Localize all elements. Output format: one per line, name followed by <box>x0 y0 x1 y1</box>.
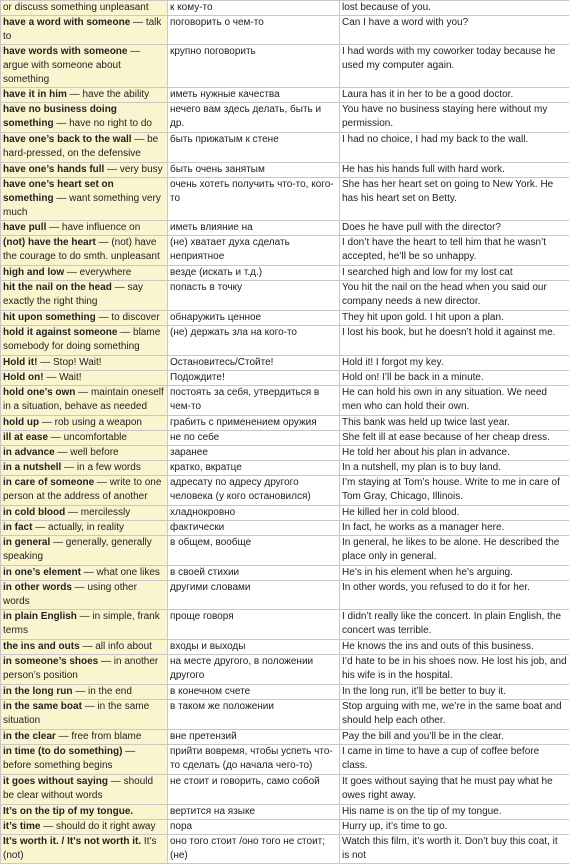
idiom-phrase: hit the nail on the head <box>3 282 112 293</box>
russian-translation: крупно поговорить <box>168 45 340 88</box>
russian-translation: в общем, вообще <box>168 536 340 566</box>
idiom-cell <box>1 221 168 236</box>
idiom-phrase: have one’s hands full <box>3 164 104 175</box>
idiom-definition: — talk to <box>3 17 161 42</box>
russian-translation: не стоит и говорить, само собой <box>168 775 340 805</box>
example-sentence: She has her heart set on going to New York. He has his heart set on Betty. <box>340 178 569 221</box>
table-row <box>1 88 569 103</box>
idiom-phrase: have one’s back to the wall <box>3 134 132 145</box>
idiom-phrase: It’s on the tip of my tongue. <box>3 806 133 817</box>
idiom-cell <box>1 775 168 805</box>
example-sentence: I had words with my coworker today because he used my computer again. <box>340 45 569 88</box>
idiom-phrase: in advance <box>3 447 55 458</box>
idiom-definition: — in another person’s position <box>3 656 158 681</box>
russian-translation: оно того стоит /оно того не стоит; (не) <box>168 835 340 864</box>
example-sentence: He’s in his element when he’s arguing. <box>340 566 569 581</box>
idiom-definition: — should be clear without words <box>3 776 153 801</box>
table-row <box>1 610 569 640</box>
table-row <box>1 820 569 835</box>
russian-translation: поговорить о чем-то <box>168 16 340 45</box>
table-row <box>1 446 569 461</box>
idiom-cell <box>1 45 168 88</box>
table-row <box>1 431 569 446</box>
table-row <box>1 835 569 864</box>
russian-translation: в таком же положении <box>168 700 340 730</box>
table-row <box>1 775 569 805</box>
russian-translation: входы и выходы <box>168 640 340 655</box>
example-sentence: They hit upon gold. I hit upon a plan. <box>340 311 569 326</box>
idiom-cell <box>1 431 168 446</box>
table-row <box>1 685 569 700</box>
idiom-definition: — should do it right away <box>40 821 155 832</box>
russian-translation: (не) хватает духа сделать неприятное <box>168 236 340 266</box>
idiom-phrase: in cold blood <box>3 507 65 518</box>
example-sentence: I searched high and low for my lost cat <box>340 266 569 281</box>
table-row <box>1 1 569 16</box>
russian-translation: хладнокровно <box>168 506 340 521</box>
idiom-phrase: in a nutshell <box>3 462 61 473</box>
russian-translation: не по себе <box>168 431 340 446</box>
idiom-phrase: Hold it! <box>3 357 37 368</box>
table-row <box>1 178 569 221</box>
example-sentence: In the long run, it’ll be better to buy it. <box>340 685 569 700</box>
idiom-cell <box>1 805 168 820</box>
example-sentence: He knows the ins and outs of this business. <box>340 640 569 655</box>
example-sentence: His name is on the tip of my tongue. <box>340 805 569 820</box>
table-row <box>1 655 569 685</box>
table-row <box>1 416 569 431</box>
idiom-definition: — have the ability <box>67 89 149 100</box>
example-sentence: I’m staying at Tom’s house. Write to me in care of Tom Gray, Chicago, Illinois. <box>340 476 569 506</box>
idiom-phrase: have pull <box>3 222 46 233</box>
idiom-cell <box>1 835 168 864</box>
russian-translation: в своей стихии <box>168 566 340 581</box>
idiom-phrase: (not) have the heart <box>3 237 96 248</box>
table-row <box>1 476 569 506</box>
russian-translation: фактически <box>168 521 340 536</box>
idiom-cell <box>1 356 168 371</box>
russian-translation: быть очень занятым <box>168 163 340 178</box>
idiom-definition: — say exactly the right thing <box>3 282 143 307</box>
idiom-cell <box>1 640 168 655</box>
idiom-definition: — uncomfortable <box>48 432 127 443</box>
example-sentence: I didn’t really like the concert. In plain English, the concert was terrible. <box>340 610 569 640</box>
example-sentence: Watch this film, it’s worth it. Don’t buy this coat, it is not <box>340 835 569 864</box>
table-row <box>1 103 569 133</box>
idiom-definition: — Wait! <box>44 372 82 383</box>
idiom-phrase: have it in him <box>3 89 67 100</box>
idiom-cell <box>1 730 168 745</box>
example-sentence: Pay the bill and you’ll be in the clear. <box>340 730 569 745</box>
idiom-definition: — all info about <box>80 641 152 652</box>
idiom-phrase: have a word with someone <box>3 17 130 28</box>
example-sentence: He told her about his plan in advance. <box>340 446 569 461</box>
idiom-phrase: in other words <box>3 582 72 593</box>
russian-translation: иметь нужные качества <box>168 88 340 103</box>
russian-translation: Остановитесь/Стойте! <box>168 356 340 371</box>
idiom-phrase: in the same boat <box>3 701 82 712</box>
example-sentence: lost because of you. <box>340 1 569 16</box>
example-sentence: Stop arguing with me, we’re in the same boat and should help each other. <box>340 700 569 730</box>
example-sentence: I had no choice, I had my back to the wall. <box>340 133 569 163</box>
table-row <box>1 700 569 730</box>
example-sentence: I’d hate to be in his shoes now. He lost his job, and his wife is in the hospital. <box>340 655 569 685</box>
russian-translation: Подождите! <box>168 371 340 386</box>
table-row <box>1 281 569 311</box>
example-sentence: In general, he likes to be alone. He described the place only in general. <box>340 536 569 566</box>
idiom-cell <box>1 1 168 16</box>
russian-translation: прийти вовремя, чтобы успеть что-то сделать (до начала чего-то) <box>168 745 340 775</box>
table-row <box>1 730 569 745</box>
example-sentence: You hit the nail on the head when you said our company needs a new director. <box>340 281 569 311</box>
table-row <box>1 236 569 266</box>
idiom-definition: — actually, in reality <box>32 522 124 533</box>
idiom-cell <box>1 820 168 835</box>
table-row <box>1 506 569 521</box>
idiom-definition: — in simple, frank terms <box>3 611 160 636</box>
russian-translation: в конечном счете <box>168 685 340 700</box>
idiom-phrase: in plain English <box>3 611 77 622</box>
idiom-phrase: the ins and outs <box>3 641 80 652</box>
idiom-phrase: in one’s element <box>3 567 81 578</box>
example-sentence: This bank was held up twice last year. <box>340 416 569 431</box>
idiom-definition: — generally, generally speaking <box>3 537 152 562</box>
table-row <box>1 640 569 655</box>
russian-translation: к кому-то <box>168 1 340 16</box>
example-sentence: He has his hands full with hard work. <box>340 163 569 178</box>
table-row <box>1 326 569 356</box>
idiom-definition: — in the same situation <box>3 701 149 726</box>
idiom-definition: or discuss something unpleasant <box>3 2 149 13</box>
table-row <box>1 566 569 581</box>
idiom-definition: — want something very much <box>3 193 161 218</box>
table-row <box>1 221 569 236</box>
idiom-cell <box>1 266 168 281</box>
example-sentence: In fact, he works as a manager here. <box>340 521 569 536</box>
example-sentence: She felt ill at ease because of her cheap dress. <box>340 431 569 446</box>
idiom-cell <box>1 521 168 536</box>
idiom-cell <box>1 163 168 178</box>
idiom-phrase: it’s time <box>3 821 40 832</box>
idiom-phrase: in fact <box>3 522 32 533</box>
example-sentence: Hold on! I’ll be back in a minute. <box>340 371 569 386</box>
idiom-cell <box>1 236 168 266</box>
example-sentence: Does he have pull with the director? <box>340 221 569 236</box>
idiom-phrase: have words with someone <box>3 46 127 57</box>
table-row <box>1 521 569 536</box>
idiom-definition: — free from blame <box>56 731 142 742</box>
idiom-cell <box>1 610 168 640</box>
russian-translation: другими словами <box>168 581 340 610</box>
russian-translation: проще говоря <box>168 610 340 640</box>
table-row <box>1 461 569 476</box>
idiom-cell <box>1 326 168 356</box>
idiom-definition: — well before <box>55 447 119 458</box>
idiom-definition: — blame somebody for doing something <box>3 327 160 352</box>
idiom-phrase: in general <box>3 537 50 548</box>
idiom-definition: — have no right to do <box>54 118 152 129</box>
idiom-cell <box>1 371 168 386</box>
idiom-cell <box>1 178 168 221</box>
table-row <box>1 805 569 820</box>
idiom-phrase: ill at ease <box>3 432 48 443</box>
idiom-definition: — maintain oneself in a situation, behave as needed <box>3 387 164 412</box>
example-sentence: I lost his book, but he doesn’t hold it against me. <box>340 326 569 356</box>
idiom-phrase: in care of someone <box>3 477 94 488</box>
idiom-definition: — before something begins <box>3 746 135 771</box>
example-sentence: Hold it! I forgot my key. <box>340 356 569 371</box>
russian-translation: вне претензий <box>168 730 340 745</box>
idiom-definition: — everywhere <box>64 267 131 278</box>
example-sentence: He killed her in cold blood. <box>340 506 569 521</box>
idiom-definition: — very busy <box>104 164 162 175</box>
idiom-cell <box>1 655 168 685</box>
idiom-phrase: It’s worth it. / It’s not worth it. <box>3 836 141 847</box>
idiom-definition: — in a few words <box>61 462 140 473</box>
idiom-cell <box>1 566 168 581</box>
table-row <box>1 371 569 386</box>
example-sentence: You have no business staying here without my permission. <box>340 103 569 133</box>
russian-translation: кратко, вкратце <box>168 461 340 476</box>
idiom-cell <box>1 88 168 103</box>
idiom-cell <box>1 386 168 416</box>
idiom-definition: — write to one person at the address of another <box>3 477 161 502</box>
idiom-cell <box>1 685 168 700</box>
russian-translation: на месте другого, в положении другого <box>168 655 340 685</box>
idiom-cell <box>1 581 168 610</box>
example-sentence: He can hold his own in any situation. We need men who can hold their own. <box>340 386 569 416</box>
table-row <box>1 311 569 326</box>
idiom-cell <box>1 536 168 566</box>
idiom-definition: — (not) have the courage to do smth. unpleasant <box>3 237 160 262</box>
table-row <box>1 16 569 45</box>
idiom-cell <box>1 311 168 326</box>
russian-translation: адресату по адресу другого человека (у кого остановился) <box>168 476 340 506</box>
example-sentence: It goes without saying that he must pay what he owes right away. <box>340 775 569 805</box>
idiom-cell <box>1 745 168 775</box>
idiom-phrase: in the long run <box>3 686 72 697</box>
idiom-definition: — using other words <box>3 582 137 607</box>
idiom-definition: — Stop! Wait! <box>37 357 101 368</box>
idiom-cell <box>1 16 168 45</box>
example-sentence: Hurry up, it’s time to go. <box>340 820 569 835</box>
russian-translation: обнаружить ценное <box>168 311 340 326</box>
idiom-phrase: have one’s heart set on something <box>3 179 114 204</box>
russian-translation: заранее <box>168 446 340 461</box>
idiom-definition: — have influence on <box>46 222 140 233</box>
russian-translation: нечего вам здесь делать, быть и др. <box>168 103 340 133</box>
idiom-phrase: in the clear <box>3 731 56 742</box>
table-row <box>1 745 569 775</box>
idiom-phrase: hold it against someone <box>3 327 117 338</box>
example-sentence: I don’t have the heart to tell him that he wasn’t accepted, he’ll be so unhappy. <box>340 236 569 266</box>
russian-translation: иметь влияние на <box>168 221 340 236</box>
example-sentence: Can I have a word with you? <box>340 16 569 45</box>
idiom-definition: — rob using a weapon <box>39 417 142 428</box>
table-row <box>1 45 569 88</box>
idiom-definition: — be hard-pressed, on the defensive <box>3 134 158 159</box>
idiom-phrase: hit upon something <box>3 312 96 323</box>
idiom-cell <box>1 416 168 431</box>
idiom-phrase: hold one’s own <box>3 387 75 398</box>
idiom-definition: — mercilessly <box>65 507 130 518</box>
example-sentence: In a nutshell, my plan is to buy land. <box>340 461 569 476</box>
russian-translation: грабить с применением оружия <box>168 416 340 431</box>
idiom-definition: It’s (not) <box>3 836 157 861</box>
idiom-phrase: Hold on! <box>3 372 44 383</box>
russian-translation: очень хотеть получить что-то, кого-то <box>168 178 340 221</box>
idiom-phrase: high and low <box>3 267 64 278</box>
russian-translation: везде (искать и т.д.) <box>168 266 340 281</box>
idiom-cell <box>1 281 168 311</box>
russian-translation: пора <box>168 820 340 835</box>
idiom-cell <box>1 461 168 476</box>
idiom-cell <box>1 700 168 730</box>
table-row <box>1 536 569 566</box>
idiom-phrase: hold up <box>3 417 39 428</box>
russian-translation: быть прижатым к стене <box>168 133 340 163</box>
table-row <box>1 163 569 178</box>
table-row <box>1 133 569 163</box>
table-row <box>1 386 569 416</box>
idiom-cell <box>1 446 168 461</box>
idiom-cell <box>1 506 168 521</box>
idiom-definition: — to discover <box>96 312 160 323</box>
idiom-cell <box>1 476 168 506</box>
table-row <box>1 356 569 371</box>
idiom-phrase: it goes without saying <box>3 776 108 787</box>
idiom-phrase: have no business doing something <box>3 104 117 129</box>
russian-translation: постоять за себя, утвердиться в чем-то <box>168 386 340 416</box>
russian-translation: попасть в точку <box>168 281 340 311</box>
table-row <box>1 581 569 610</box>
russian-translation: (не) держать зла на кого-то <box>168 326 340 356</box>
russian-translation: вертится на языке <box>168 805 340 820</box>
idiom-phrase: in someone’s shoes <box>3 656 98 667</box>
idiom-definition: — in the end <box>72 686 131 697</box>
example-sentence: I came in time to have a cup of coffee before class. <box>340 745 569 775</box>
example-sentence: Laura has it in her to be a good doctor. <box>340 88 569 103</box>
idiom-cell <box>1 103 168 133</box>
idiom-phrase: in time (to do something) <box>3 746 122 757</box>
idiom-cell <box>1 133 168 163</box>
idiom-definition: — argue with someone about something <box>3 46 140 85</box>
example-sentence: In other words, you refused to do it for her. <box>340 581 569 610</box>
idiom-definition: — what one likes <box>81 567 160 578</box>
idioms-table-body <box>1 1 569 864</box>
table-row <box>1 266 569 281</box>
